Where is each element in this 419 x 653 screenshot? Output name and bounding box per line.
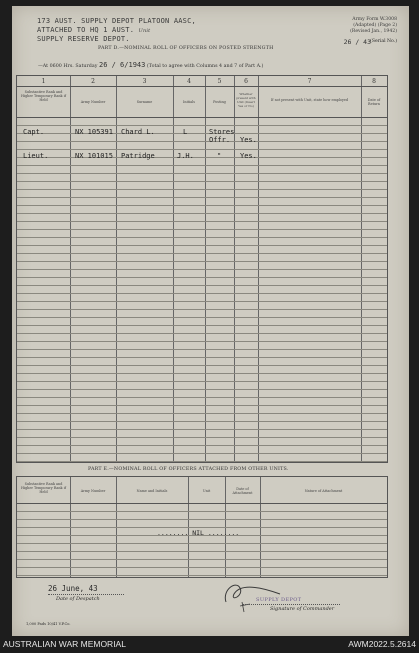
ruled-line <box>17 405 387 406</box>
column-header-unit: Unit <box>202 489 211 493</box>
cell-army-number: NX 105391 <box>75 128 113 136</box>
ruled-line <box>17 245 387 246</box>
ruled-line <box>17 543 387 544</box>
print-note: 1,000 Pads 10/41 V.P.Co. <box>26 622 71 626</box>
ruled-line <box>17 309 387 310</box>
unit-name-line2-text: ATTACHED TO HQ 1 AUST. <box>37 26 135 34</box>
ruled-line <box>17 373 387 374</box>
cell-posting: Stores Offr. <box>209 128 235 144</box>
time-line-suffix: (Total to agree with Columns 4 and 7 of Part A.) <box>146 64 264 69</box>
ruled-line <box>17 253 387 254</box>
caption-accession-number: AWM2022.5.2614 <box>348 639 416 649</box>
ruled-line <box>17 237 387 238</box>
ruled-line <box>17 567 387 568</box>
cell-present: Yes. <box>240 152 257 160</box>
column-header-present: Whether present with Unit (Insert Yes or No) <box>236 92 256 108</box>
ruled-line <box>17 381 387 382</box>
column-header-surname: Surname <box>136 100 153 104</box>
ruled-line <box>17 141 387 142</box>
unit-name-line3: SUPPLY RESERVE DEPOT. <box>37 35 130 43</box>
column-header-army-number: Army Number <box>80 489 106 493</box>
ruled-line <box>17 293 387 294</box>
cell-initials: L <box>183 128 188 136</box>
part-e-table <box>16 476 388 578</box>
part-d-table <box>16 75 388 463</box>
ruled-line <box>17 229 387 230</box>
despatch-date-label: Date of Despatch <box>56 596 100 602</box>
ruled-line <box>17 301 387 302</box>
ruled-line <box>17 575 387 576</box>
ruled-line <box>17 413 387 414</box>
ruled-line <box>17 157 387 158</box>
ruled-line <box>17 429 387 430</box>
unit-label: Unit <box>138 28 151 34</box>
caption-institution: AUSTRALIAN WAR MEMORIAL <box>3 639 126 649</box>
form-ref-line: Army Form W.3008 <box>352 17 397 22</box>
part-d-title: PART D.—NOMINAL ROLL OF OFFICERS ON POSTED STRENGTH <box>98 46 274 51</box>
ruled-line <box>17 261 387 262</box>
cell-rank: Capt. <box>23 128 45 136</box>
cell-rank: Lieut. <box>23 152 49 160</box>
date-rule <box>48 594 124 595</box>
despatch-date: 26 June, 43 <box>48 584 98 593</box>
time-line <box>38 61 263 69</box>
caption-bar <box>0 637 419 653</box>
column-header-nature: Nature of Attachment <box>304 489 343 493</box>
ruled-line <box>17 341 387 342</box>
ruled-line <box>17 197 387 198</box>
form-ref-line: (Revised Jan., 1942) <box>350 29 397 34</box>
ruled-line <box>17 213 387 214</box>
cell-surname: Patridge <box>121 152 155 160</box>
ruled-line <box>17 317 387 318</box>
column-header-initials: Initials <box>183 100 195 104</box>
column-number: 2 <box>91 78 95 85</box>
serial-number: 26 / 43 <box>343 38 371 46</box>
unit-name-line1: 173 AUST. SUPPLY DEPOT PLATOON AASC, <box>37 17 196 25</box>
ruled-line <box>17 437 387 438</box>
form-reference <box>350 17 397 35</box>
ruled-line <box>17 325 387 326</box>
ruled-line <box>17 165 387 166</box>
ruled-line <box>17 149 387 150</box>
ruled-line <box>17 221 387 222</box>
column-header-date-of-return: Date of Return <box>367 98 381 106</box>
column-number: 1 <box>41 78 46 85</box>
column-number: 4 <box>187 78 191 85</box>
column-header-posting: Posting <box>213 100 226 104</box>
column-header-date-of-attachment: Date of Attachment <box>232 487 253 495</box>
ruled-line <box>17 133 387 134</box>
ruled-line <box>17 205 387 206</box>
ruled-line <box>17 125 387 126</box>
unit-stamp: SUPPLY DEPOT <box>256 597 302 603</box>
cell-initials: J.H. <box>177 152 194 160</box>
time-date: 26 / 6/1943 <box>98 61 146 69</box>
nil-entry: ........ NIL ........ <box>157 529 240 537</box>
ruled-line <box>17 333 387 334</box>
ruled-line <box>17 453 387 454</box>
cell-surname: Chard L. <box>121 128 155 136</box>
ruled-line <box>17 421 387 422</box>
column-header-rank: Substantive Rank and Higher Temporary Rank if Held <box>20 90 67 102</box>
column-number: 6 <box>244 78 248 85</box>
column-number: 5 <box>217 78 222 85</box>
column-header-rank: Substantive Rank and Higher Temporary Rank if Held <box>20 482 67 494</box>
column-number: 8 <box>372 78 376 85</box>
ruled-line <box>17 551 387 552</box>
signature-label: Signature of Commander <box>270 606 335 612</box>
ruled-line <box>17 511 387 512</box>
ruled-line <box>17 349 387 350</box>
column-number: 7 <box>307 78 312 85</box>
signature-rule <box>242 604 340 605</box>
ruled-line <box>17 357 387 358</box>
ruled-line <box>17 269 387 270</box>
ruled-line <box>17 285 387 286</box>
ruled-line <box>17 389 387 390</box>
ruled-line <box>17 461 387 462</box>
ruled-line <box>17 277 387 278</box>
ruled-line <box>17 397 387 398</box>
form-sheet <box>12 6 409 636</box>
ruled-line <box>17 445 387 446</box>
ruled-line <box>17 519 387 520</box>
ruled-line <box>17 365 387 366</box>
column-number: 3 <box>142 78 147 85</box>
cell-posting: " <box>217 152 222 160</box>
column-header-army-number: Army Number <box>80 100 106 104</box>
serial-label: (Serial No.) <box>370 39 397 44</box>
ruled-line <box>17 189 387 190</box>
time-line-prefix: —At 0600 Hrs. Saturday <box>38 64 98 69</box>
cell-present: Yes. <box>240 136 257 144</box>
column-header-name: Name and Initials <box>136 489 168 493</box>
form-ref-line: (Adapted) (Page 2) <box>353 23 397 28</box>
ruled-line <box>17 527 387 528</box>
ruled-line <box>17 559 387 560</box>
cell-army-number: NX 101015 <box>75 152 113 160</box>
unit-name-line2 <box>37 26 150 34</box>
ruled-line <box>17 173 387 174</box>
ruled-line <box>17 181 387 182</box>
part-e-title: PART E.—NOMINAL ROLL OF OFFICERS ATTACHED FROM OTHER UNITS. <box>88 467 289 472</box>
column-header-employment: If not present with Unit, state how employed <box>270 98 349 102</box>
